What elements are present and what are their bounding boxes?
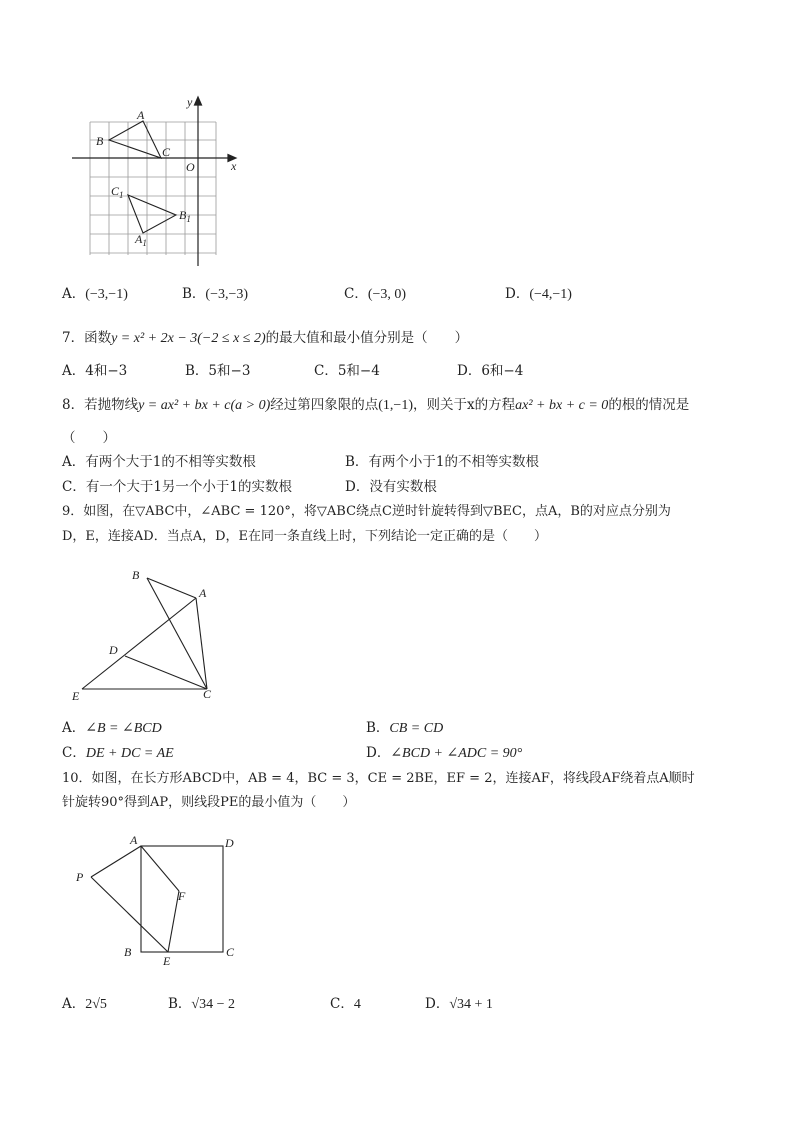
q9-label-E: E [72, 689, 80, 703]
q6-origin-label: O [186, 160, 195, 174]
q6-option-d[interactable]: D．(−4,−1) [505, 286, 572, 302]
q10-stem-line2: 针旋转90°得到AP，则线段PE的最小值为（ ） [62, 795, 356, 810]
q10-rectangle-figure [70, 830, 246, 970]
q10-label-E: E [163, 954, 171, 968]
q6-axis-x-label: x [231, 159, 237, 173]
q9-label-A: A [199, 586, 207, 600]
q6-triangle-abc [109, 121, 161, 158]
q7-expression: y = x² + 2x − 3(−2 ≤ x ≤ 2) [111, 331, 266, 346]
q10-label-F: F [178, 889, 186, 903]
q10-label-A: A [130, 833, 138, 847]
q10-option-d[interactable]: D．√34 + 1 [425, 996, 493, 1012]
q7-stem: 7．函数y = x² + 2x − 3(−2 ≤ x ≤ 2)的最大值和最小值分别是（ ） [62, 330, 469, 346]
q6-label-A1: $A_1$ [135, 232, 147, 248]
q8-option-d[interactable]: D．没有实数根 [345, 479, 437, 495]
q8-option-b[interactable]: B．有两个小于1的不相等实数根 [345, 454, 540, 470]
q6-axis-y-label: y [187, 95, 193, 109]
q7-option-a[interactable]: A．4和−3 [62, 363, 128, 379]
q9-label-C: C [203, 687, 212, 701]
q10-option-c[interactable]: C．4 [330, 996, 361, 1012]
q6-label-C: C [162, 145, 171, 159]
q9-triangle-figure [64, 562, 224, 704]
q8-option-c[interactable]: C．有一个大于1另一个小于1的实数根 [62, 479, 293, 495]
q6-option-c[interactable]: C．(−3, 0) [344, 286, 407, 302]
q10-option-a[interactable]: A．2√5 [62, 996, 107, 1012]
q7-option-d[interactable]: D．6和−4 [457, 363, 524, 379]
q9-option-c[interactable]: C．DE + DC = AE [62, 745, 174, 761]
q8-option-a[interactable]: A．有两个大于1的不相等实数根 [62, 454, 256, 470]
q8-stem-line1: 8．若抛物线y = ax² + bx + c(a > 0)经过第四象限的点(1,−1)，则关于x的方程ax² + bx + c = 0的根的情况是 [62, 397, 690, 413]
q9-label-D: D [109, 643, 118, 657]
q6-label-C1: $C_1$ [111, 184, 124, 200]
q10-label-D: D [225, 836, 234, 850]
q6-option-a[interactable]: A．(−3,−1) [62, 286, 128, 302]
q9-label-B: B [132, 568, 140, 582]
q9-option-a[interactable]: A．∠B = ∠BCD [62, 720, 162, 736]
q6-triangle-a1b1c1 [128, 195, 176, 233]
q10-stem-line1: 10．如图，在长方形ABCD中，AB = 4，BC = 3，CE = 2BE，EF = 2，连接AF，将线段AF绕着点A顺时 [62, 771, 695, 786]
q7-option-b[interactable]: B．5和−3 [185, 363, 251, 379]
q6-label-A: A [137, 108, 145, 122]
q9-option-d[interactable]: D．∠BCD + ∠ADC = 90° [366, 745, 523, 761]
q9-stem-line1: 9．如图，在▽ABC中，∠ABC = 120°，将▽ABC绕点C逆时针旋转得到▽BEC，点A，B的对应点分别为 [62, 504, 671, 519]
q10-label-C: C [226, 945, 235, 959]
q8-stem-line2: （ ） [62, 430, 116, 446]
q6-label-B: B [96, 134, 104, 148]
q6-label-B1: $B_1$ [179, 208, 191, 224]
q7-option-c[interactable]: C．5和−4 [314, 363, 380, 379]
q6-option-b[interactable]: B．(−3,−3) [182, 286, 249, 302]
q6-coordinate-figure [68, 92, 258, 270]
q9-option-b[interactable]: B．CB = CD [366, 720, 444, 736]
q10-option-b[interactable]: B．√34 − 2 [168, 996, 236, 1012]
q10-label-B: B [124, 945, 132, 959]
q9-stem-line2: D，E，连接AD．当点A，D，E在同一条直线上时，下列结论一定正确的是（ ） [62, 529, 548, 544]
q10-label-P: P [76, 870, 84, 884]
